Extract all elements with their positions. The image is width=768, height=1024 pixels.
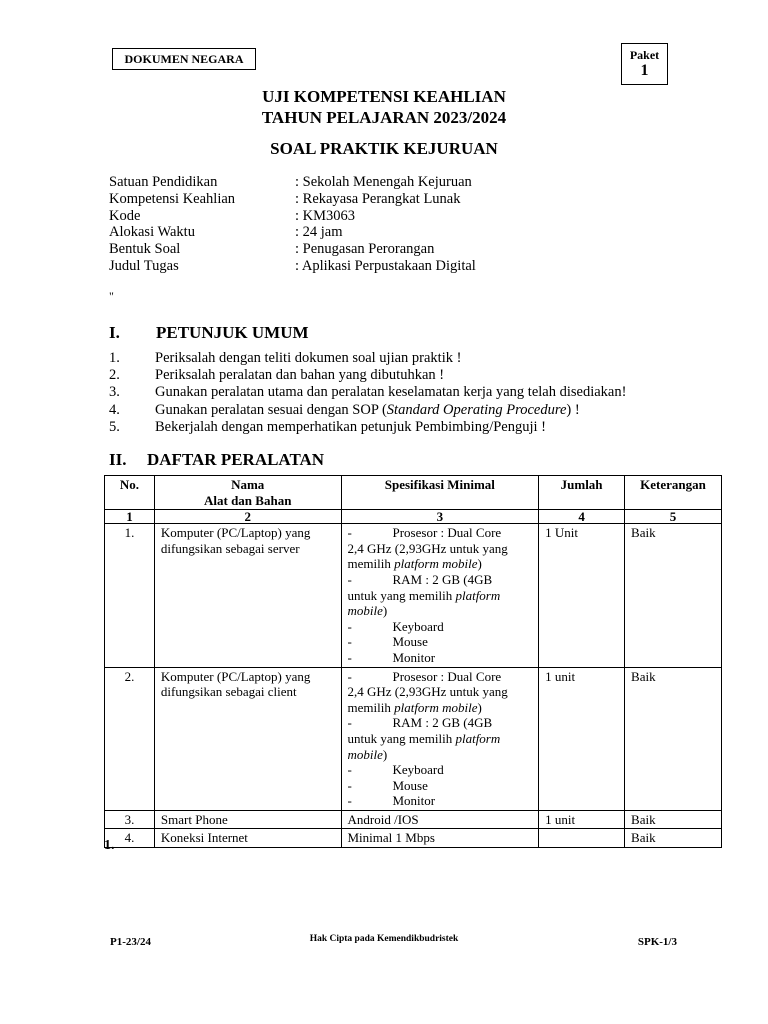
spec-continuation [348,731,533,762]
info-key: Judul Tugas [109,257,179,274]
spec-text: Keyboard [392,618,444,634]
spec-dash: - [347,793,352,809]
list-item-text-before: Gunakan peralatan sesuai dengan SOP ( [155,401,387,418]
spec-italic: platform mobile [394,556,478,572]
footer-left: P1-23/24 [110,936,151,948]
cell-spec [341,524,539,667]
spec-italic: platform mobile [394,699,478,715]
list-item-text [155,402,580,419]
cell-spec: Android /IOS [341,810,539,829]
spec-text: Mouse [392,777,428,793]
cell-no: 2. [105,667,155,810]
spec-text: RAM : 2 GB (4GB [392,571,493,587]
paket-number: 1 [640,62,649,79]
column-number: 5 [625,510,722,524]
section-1-number: I. [109,323,120,342]
spec-dash: - [347,777,352,793]
cell-jumlah: 1 unit [539,667,625,810]
spec-line [348,525,533,541]
spec-text: ) [382,603,388,619]
spec-dash: - [347,715,352,731]
spec-text: ) [477,699,482,715]
section-2-heading [109,450,324,470]
column-number: 4 [539,510,625,524]
table-row [105,810,722,829]
spec-dash: - [347,634,352,650]
header-nama [154,476,341,510]
column-number: 2 [154,510,341,524]
spec-text: ) [477,556,482,572]
spec-dash: - [347,525,352,541]
column-number: 1 [105,510,155,524]
cell-nama: Komputer (PC/Laptop) yang difungsikan sebagai client [154,667,341,810]
list-item-number: 2. [109,367,120,384]
header-nama-line2: Alat dan Bahan [204,492,292,508]
spec-line [348,715,533,731]
cell-spec [341,667,539,810]
instruction-list [109,350,626,436]
spec-dash: - [347,762,352,778]
info-row [109,208,476,225]
spec-continuation [348,541,533,572]
info-value: : Aplikasi Perpustakaan Digital [295,257,476,274]
spec-text: 2,4 GHz (2,93GHz untuk yang memilih [347,540,508,572]
spec-dash: - [347,571,352,587]
list-item [109,419,626,436]
cell-jumlah [539,829,625,848]
table-row [105,829,722,848]
spec-text: 2,4 GHz (2,93GHz untuk yang memilih [347,684,508,715]
spec-line [348,669,533,685]
info-block [109,174,476,275]
after-table-number: 1. [104,838,115,853]
spec-line [348,793,533,809]
info-value: : Rekayasa Perangkat Lunak [295,190,461,207]
cell-nama: Komputer (PC/Laptop) yang difungsikan sebagai server [154,524,341,667]
list-item [109,367,626,384]
spec-line [348,778,533,794]
info-value: : KM3063 [295,207,356,224]
info-key: Alokasi Waktu [109,224,195,241]
cell-no: 3. [105,810,155,829]
spec-text: Prosesor : Dual Core [392,525,502,541]
list-item-number: 3. [109,384,120,401]
spec-dash: - [347,649,352,665]
title-line-1: UJI KOMPETENSI KEAHLIAN [262,87,506,106]
cell-keterangan: Baik [625,829,722,848]
spec-dash: - [347,618,352,634]
list-item [109,384,626,401]
list-item-number: 5. [109,418,120,435]
list-item [109,402,626,419]
spec-text: Prosesor : Dual Core [392,668,502,684]
section-1-heading [109,323,309,343]
footer-center: Hak Cipta pada Kemendikbudristek [309,934,459,944]
spec-continuation [348,684,533,715]
info-key: Kode [109,207,141,224]
list-item [109,350,626,367]
section-1-title: PETUNJUK UMUM [156,323,309,342]
header-spesifikasi: Spesifikasi Minimal [341,476,539,510]
spec-text: Mouse [392,634,428,650]
spec-text: RAM : 2 GB (4GB [392,715,493,731]
header-keterangan: Keterangan [625,476,722,510]
spec-continuation [348,588,533,619]
list-item-number: 4. [109,401,120,418]
spec-text: Monitor [392,649,436,665]
spec-italic: platform mobile [347,730,501,762]
list-item-number: 1. [109,350,120,366]
spec-text: untuk yang memilih [347,587,456,603]
info-key: Kompetensi Keahlian [109,190,236,207]
doc-label-box: DOKUMEN NEGARA [112,48,256,70]
info-key: Bentuk Soal [109,241,181,258]
spec-line [348,762,533,778]
header-no: No. [105,476,155,510]
list-item-text: Periksalah peralatan dan bahan yang dibutuhkan ! [155,367,445,384]
list-item-text-after: ) ! [566,401,580,418]
list-item-text: Bekerjalah dengan memperhatikan petunjuk Pembimbing/Penguji ! [155,418,547,435]
cell-nama: Koneksi Internet [154,829,341,848]
column-number: 3 [341,510,539,524]
info-row [109,174,476,191]
list-item-text-italic: Standard Operating Procedure [386,401,567,418]
header-nama-line1: Nama [231,477,265,492]
spec-italic: platform mobile [347,587,501,619]
list-item-text: Gunakan peralatan utama dan peralatan keselamatan kerja yang telah disediakan! [155,384,627,401]
cell-jumlah: 1 unit [539,810,625,829]
spec-text: Keyboard [392,762,444,778]
spec-line [348,619,533,635]
equipment-table [104,475,722,848]
spec-text: ) [382,746,388,762]
info-row [109,241,476,258]
info-value: : 24 jam [295,224,343,241]
table-header-row [105,476,722,510]
table-row [105,524,722,667]
info-key: Satuan Pendidikan [109,174,218,190]
info-row [109,224,476,241]
cell-nama: Smart Phone [154,810,341,829]
cell-keterangan: Baik [625,524,722,667]
spec-dash: - [347,668,352,684]
info-row [109,258,476,275]
spec-line [348,634,533,650]
cell-keterangan: Baik [625,810,722,829]
info-value: : Penugasan Perorangan [295,241,435,258]
paket-label: Paket [629,48,660,62]
info-value: : Sekolah Menengah Kejuruan [295,174,472,190]
spec-text: untuk yang memilih [347,730,456,746]
spec-text: Monitor [392,793,436,809]
cell-no: 1. [105,524,155,667]
footer-right: SPK-1/3 [637,936,677,948]
spec-line [348,572,533,588]
header-jumlah: Jumlah [539,476,625,510]
title-line-2: TAHUN PELAJARAN 2023/2024 [261,108,507,127]
cell-jumlah: 1 Unit [539,524,625,667]
table-row [105,667,722,810]
subtitle: SOAL PRAKTIK KEJURUAN [270,139,498,158]
column-number-row [105,510,722,524]
spec-line [348,650,533,666]
list-item-text: Periksalah dengan teliti dokumen soal ujian praktik ! [155,350,462,366]
info-row [109,191,476,208]
cell-spec: Minimal 1 Mbps [341,829,539,848]
paket-box [621,43,668,85]
section-2-number: II. [109,450,127,469]
cell-keterangan: Baik [625,667,722,810]
stray-mark: " [109,289,114,303]
section-2-title: DAFTAR PERALATAN [147,450,325,469]
cell-no: 4. [105,829,155,848]
